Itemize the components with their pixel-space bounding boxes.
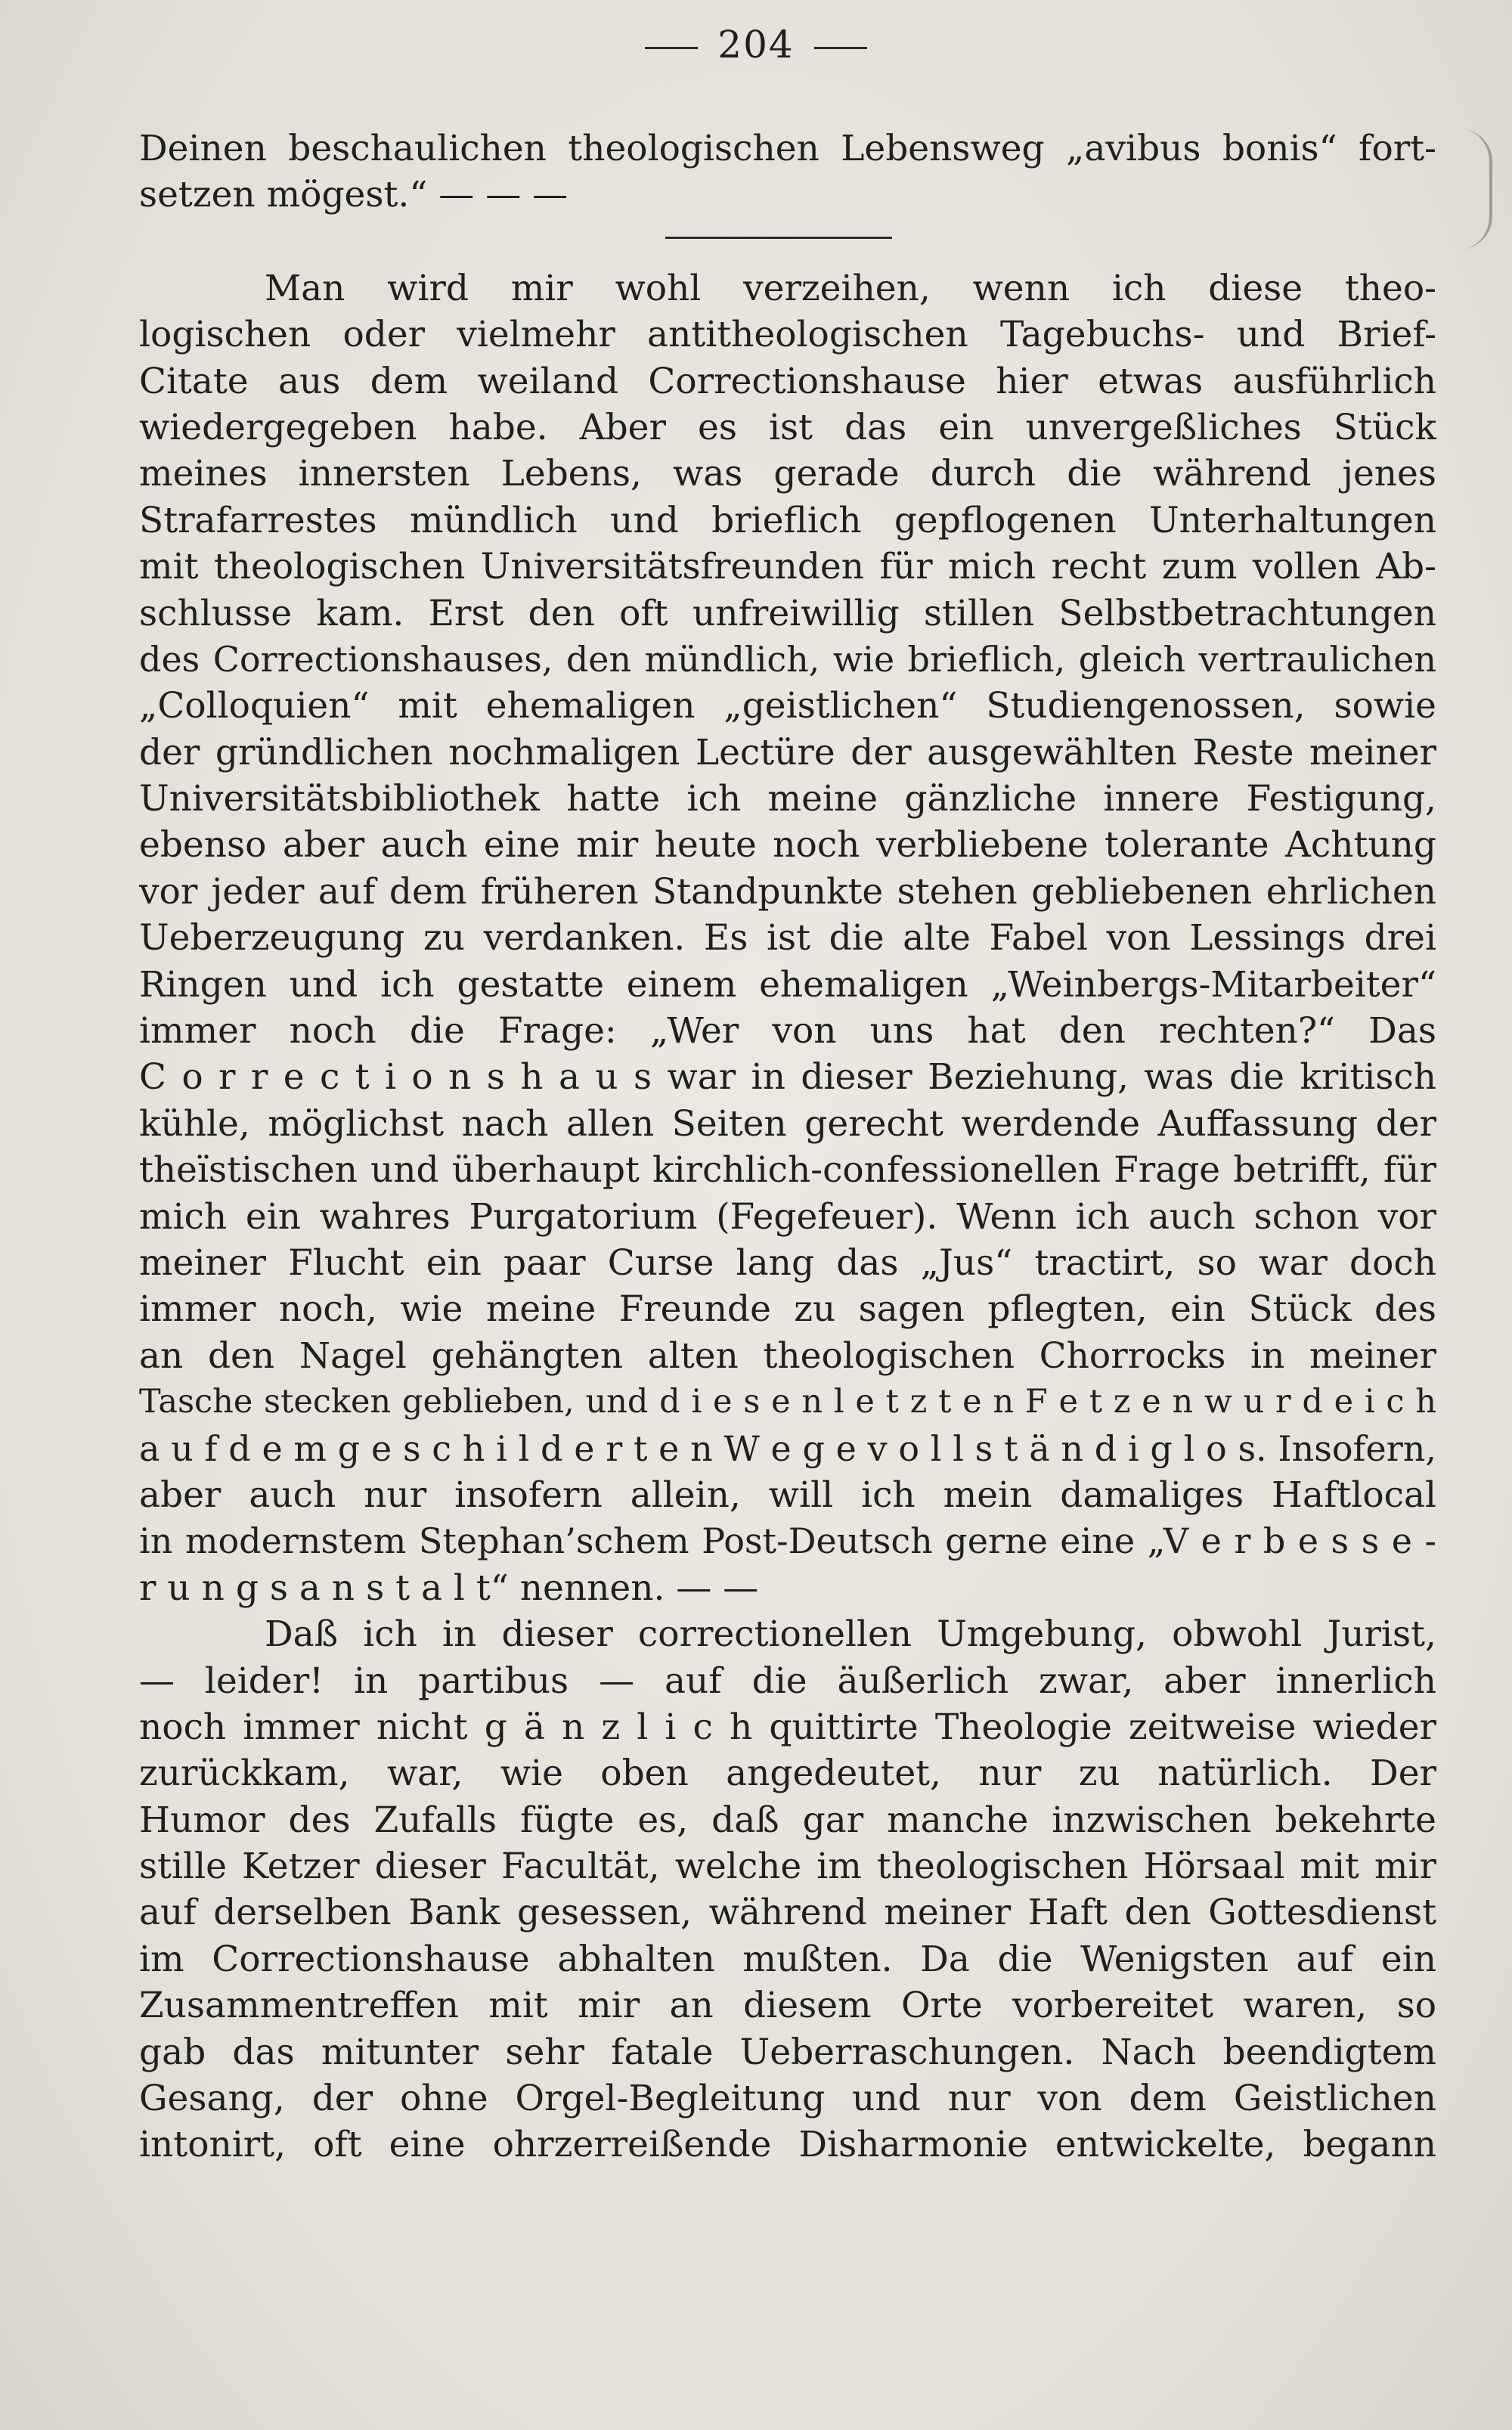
text-line: auf derselben Bank gesessen, während meiner Haft den Gottesdienst — [139, 1892, 1436, 1934]
text-line: aber auch nur insofern allein, will ich mein damaliges Haftlocal — [139, 1474, 1436, 1516]
text-line: — leider! in partibus — auf die äußerlich zwar, aber innerlich — [139, 1660, 1436, 1702]
text-line: zurückkam, war, wie oben angedeutet, nur zu natürlich. Der — [139, 1753, 1436, 1795]
text-line: stille Ketzer dieser Facultät, welche im theologischen Hörsaal mit mir — [139, 1846, 1436, 1888]
paragraph-2 — [139, 265, 1436, 1611]
text-line: „Colloquien“ mit ehemaligen „geistlichen“ Studiengenossen, sowie — [139, 685, 1436, 727]
text-line: meines innersten Lebens, was gerade durch die während jenes — [139, 453, 1436, 495]
text-line: Ringen und ich gestatte einem ehemaligen „Weinbergs-Mitarbeiter“ — [139, 963, 1436, 1006]
text-line: Universitätsbibliothek hatte ich meine gänzliche innere Festigung, — [139, 778, 1436, 820]
text-line: des Correctionshauses, den mündlich, wie brieflich, gleich vertraulichen — [139, 638, 1436, 680]
text-line: schlusse kam. Erst den oft unfreiwillig stillen Selbstbetrachtungen — [139, 592, 1436, 634]
text-line: in modernstem Stephan’schem Post-Deutsch gerne eine „V e r b e s s e - — [139, 1520, 1436, 1562]
text-line: Citate aus dem weiland Correctionshause hier etwas ausführlich — [139, 360, 1436, 402]
text-line: intonirt, oft eine ohrzerreißende Disharmonie entwickelte, begann — [139, 2124, 1436, 2166]
paragraph-1 — [139, 126, 1436, 219]
text-line: Zusammentreffen mit mir an diesem Orte vorbereitet waren, so — [139, 1985, 1436, 2027]
text-line: a u f d e m g e s c h i l d e r t e n W e g e v o l l s t ä n d i g l o s. Insofern, — [139, 1427, 1436, 1469]
text-line: theïstischen und überhaupt kirchlich-confessionellen Frage betrifft, für — [139, 1149, 1436, 1192]
margin-bracket-mark — [1459, 129, 1492, 250]
text-line: Man wird mir wohl verzeihen, wenn ich diese theo- — [265, 267, 1436, 309]
text-line: mit theologischen Universitätsfreunden für mich recht zum vollen Ab- — [139, 546, 1436, 588]
text-line: wiedergegeben habe. Aber es ist das ein unvergeßliches Stück — [139, 406, 1436, 448]
paragraph-gap — [139, 219, 1436, 265]
text-line: Humor des Zufalls fügte es, daß gar manche inzwischen bekehrte — [139, 1799, 1436, 1841]
text-line: meiner Flucht ein paar Curse lang das „Jus“ tractirt, so war doch — [139, 1241, 1436, 1284]
header-dash-left — [645, 47, 698, 49]
text-line: der gründlichen nochmaligen Lectüre der ausgewählten Reste meiner — [139, 731, 1436, 773]
text-line: C o r r e c t i o n s h a u s war in dieser Beziehung, was die kritisch — [139, 1056, 1436, 1099]
text-line: r u n g s a n s t a l t“ nennen. — — — [139, 1567, 759, 1609]
text-line: Strafarrestes mündlich und brieflich gepflogenen Unterhaltungen — [139, 499, 1436, 541]
text-line: immer noch, wie meine Freunde zu sagen pflegten, ein Stück des — [139, 1288, 1436, 1331]
text-line: vor jeder auf dem früheren Standpunkte stehen gebliebenen ehrlichen — [139, 870, 1436, 913]
text-line: noch immer nicht g ä n z l i c h quittirte Theologie zeitweise wieder — [139, 1706, 1436, 1748]
paragraph-3 — [139, 1611, 1436, 2168]
text-line: kühle, möglichst nach allen Seiten gerecht werdende Auffassung der — [139, 1102, 1436, 1145]
page-number-header — [0, 23, 1512, 67]
text-line: Daß ich in dieser correctionellen Umgebung, obwohl Jurist, — [265, 1613, 1436, 1656]
text-line: Gesang, der ohne Orgel-Begleitung und nur von dem Geistlichen — [139, 2078, 1436, 2120]
text-line: logischen oder vielmehr antitheologischen Tagebuchs- und Brief- — [139, 314, 1436, 356]
text-line: Ueberzeugung zu verdanken. Es ist die alte Fabel von Lessings drei — [139, 917, 1436, 959]
text-line: Tasche stecken geblieben, und d i e s e n l e t z t e n F e t z e n w u r d e i c h — [139, 1383, 1436, 1421]
text-line: gab das mitunter sehr fatale Ueberraschungen. Nach beendigtem — [139, 2031, 1436, 2073]
text-line: im Correctionshause abhalten mußten. Da die Wenigsten auf ein — [139, 1938, 1436, 1980]
text-line: setzen mögest.“ — — — — [139, 174, 569, 216]
text-line: mich ein wahres Purgatorium (Fegefeuer). Wenn ich auch schon vor — [139, 1195, 1436, 1238]
text-line: an den Nagel gehängten alten theologischen Chorrocks in meiner — [139, 1334, 1436, 1377]
text-line: ebenso aber auch eine mir heute noch verbliebene tolerante Achtung — [139, 824, 1436, 866]
body-text — [139, 126, 1436, 2168]
header-dash-right — [814, 47, 867, 49]
text-line: immer noch die Frage: „Wer von uns hat den rechten?“ Das — [139, 1010, 1436, 1052]
page-number: 204 — [717, 23, 795, 67]
text-line: Deinen beschaulichen theologischen Lebensweg „avibus bonis“ fort- — [139, 128, 1436, 169]
